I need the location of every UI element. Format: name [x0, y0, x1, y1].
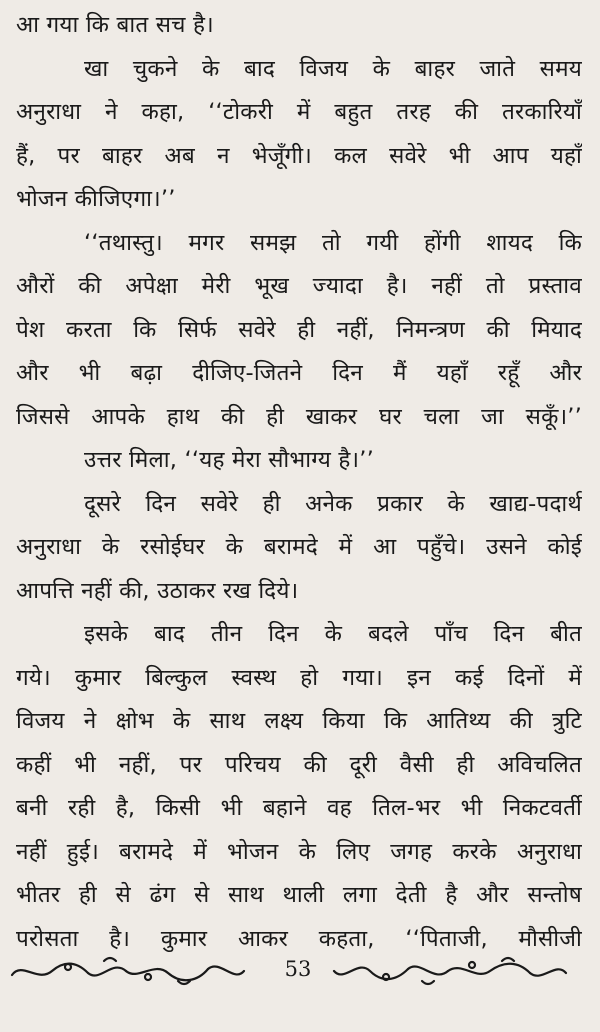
text-line: ‘‘तथास्तु। मगर समझ तो गयी होंगी शायद कि	[84, 229, 582, 256]
text-line: इसके बाद तीन दिन के बदले पाँच दिन बीत	[84, 621, 582, 647]
ornament-right-icon	[330, 953, 570, 989]
text-line: दूसरे दिन सवेरे ही अनेक प्रकार के खाद्य-पदार्थ	[84, 490, 582, 517]
ornament-left-icon	[8, 953, 248, 989]
text-line: औरों की अपेक्षा मेरी भूख ज्यादा है। नहीं तो प्रस्ताव	[16, 273, 582, 299]
text-line: विजय ने क्षोभ के साथ लक्ष्य किया कि आतिथ्य की त्रुटि	[16, 708, 582, 734]
text-line: खा चुकने के बाद विजय के बाहर जाते समय	[84, 55, 582, 82]
body-text	[16, 4, 582, 961]
text-line: भीतर ही से ढंग से साथ थाली लगा देती है और सन्तोष	[16, 882, 582, 908]
text-line: आपत्ति नहीं की, उठाकर रख दिये।	[16, 577, 299, 604]
text-line: जिससे आपके हाथ की ही खाकर घर चला जा सकूँ।’’	[16, 403, 582, 430]
text-line: परोसता है। कुमार आकर कहता, ‘‘पिताजी, मौसीजी	[16, 925, 582, 952]
text-line: आ गया कि बात सच है।	[16, 12, 214, 38]
text-line: अनुराधा ने कहा, ‘‘टोकरी में बहुत तरह की तरकारियाँ	[16, 99, 582, 125]
page-number: 53	[284, 957, 312, 981]
page-footer	[0, 945, 600, 995]
text-line: बनी रही है, किसी भी बहाने वह तिल-भर भी निकटवर्ती	[16, 795, 582, 821]
text-line: कहीं भी नहीं, पर परिचय की दूरी वैसी ही अविचलित	[16, 751, 582, 778]
text-line: भोजन कीजिएगा।’’	[16, 186, 176, 212]
text-line: हैं, पर बाहर अब न भेजूँगी। कल सवेरे भी आप यहाँ	[16, 142, 582, 169]
text-line: गये। कुमार बिल्कुल स्वस्थ हो गया। इन कई दिनों में	[16, 664, 582, 691]
text-line: पेश करता कि सिर्फ सवेरे ही नहीं, निमन्त्रण की मियाद	[16, 316, 582, 343]
text-line: नहीं हुई। बरामदे में भोजन के लिए जगह करके अनुराधा	[16, 838, 582, 865]
text-line: उत्तर मिला, ‘‘यह मेरा सौभाग्य है।’’	[84, 447, 374, 473]
text-line: और भी बढ़ा दीजिए-जितने दिन मैं यहाँ रहूँ और	[16, 360, 582, 386]
text-line: अनुराधा के रसोईघर के बरामदे में आ पहुँचे। उसने कोई	[16, 534, 582, 560]
